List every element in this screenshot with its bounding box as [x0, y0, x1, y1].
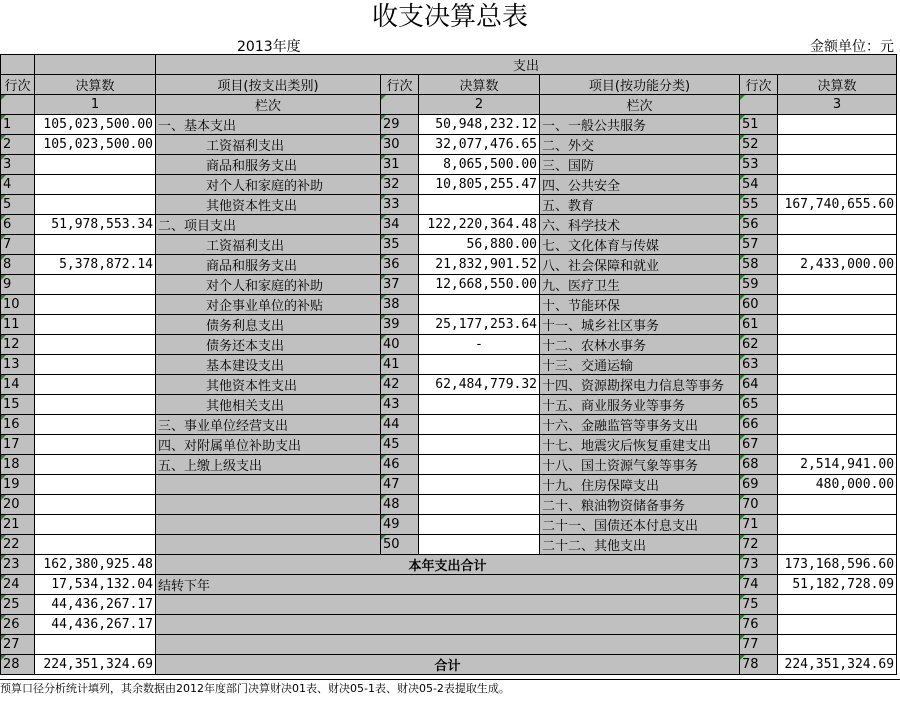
- row-number: 10: [1, 295, 35, 315]
- amount-cell: [778, 415, 897, 435]
- type-item: 工资福利支出: [156, 135, 381, 155]
- row-number: 23: [1, 555, 35, 575]
- row-number: 1: [1, 115, 35, 135]
- function-item: 二、外交: [540, 135, 740, 155]
- row-number: 6: [1, 215, 35, 235]
- amount-cell: [419, 455, 540, 475]
- amount-cell: [778, 595, 897, 615]
- row-number: 57: [740, 235, 778, 255]
- row-number: 44: [381, 415, 419, 435]
- row-number: 53: [740, 155, 778, 175]
- table-row: [1, 515, 897, 535]
- amount-cell: [778, 495, 897, 515]
- function-item: 九、医疗卫生: [540, 275, 740, 295]
- amount-cell: [778, 615, 897, 635]
- amount-cell: 122,220,364.48: [419, 215, 540, 235]
- amount-cell: 50,948,232.12: [419, 115, 540, 135]
- function-item: 十七、地震灾后恢复重建支出: [540, 435, 740, 455]
- row-number: 47: [381, 475, 419, 495]
- row-number: 14: [1, 375, 35, 395]
- row-number: 20: [1, 495, 35, 515]
- type-item: 商品和服务支出: [156, 255, 381, 275]
- header-by-function: 项目(按功能分类): [540, 75, 740, 95]
- amount-cell: 10,805,255.47: [419, 175, 540, 195]
- type-item: 对企事业单位的补贴: [156, 295, 381, 315]
- amount-cell: [35, 475, 156, 495]
- table-row: [1, 235, 897, 255]
- function-item: 十六、金融监管等事务支出: [540, 415, 740, 435]
- header-col3: 3: [778, 95, 897, 115]
- table-row: [1, 275, 897, 295]
- summary-row: [1, 655, 897, 675]
- header-blank: [1, 55, 35, 75]
- amount-cell: [419, 195, 540, 215]
- amount-cell: [35, 635, 156, 655]
- row-number: 42: [381, 375, 419, 395]
- type-item: 其他相关支出: [156, 395, 381, 415]
- row-number: 41: [381, 355, 419, 375]
- amount-cell: 224,351,324.69: [778, 655, 897, 675]
- summary-row: [1, 555, 897, 575]
- type-item: [156, 535, 381, 555]
- row-number: 58: [740, 255, 778, 275]
- type-item: 其他资本性支出: [156, 375, 381, 395]
- row-number: 64: [740, 375, 778, 395]
- amount-cell: [419, 355, 540, 375]
- row-number: 26: [1, 615, 35, 635]
- amount-cell: [778, 275, 897, 295]
- amount-cell: [419, 515, 540, 535]
- amount-cell: 8,065,500.00: [419, 155, 540, 175]
- type-item: 对个人和家庭的补助: [156, 275, 381, 295]
- year-label: 2013年度: [237, 39, 301, 55]
- row-number: 17: [1, 435, 35, 455]
- table-row: [1, 215, 897, 235]
- row-number: 52: [740, 135, 778, 155]
- function-item: 十、节能环保: [540, 295, 740, 315]
- table-row: [1, 475, 897, 495]
- amount-cell: [419, 475, 540, 495]
- row-number: 71: [740, 515, 778, 535]
- row-number: 78: [740, 655, 778, 675]
- row-number: 38: [381, 295, 419, 315]
- function-item: 三、国防: [540, 155, 740, 175]
- row-number: 70: [740, 495, 778, 515]
- row-number: 56: [740, 215, 778, 235]
- amount-cell: [35, 455, 156, 475]
- header-amount: 决算数: [419, 75, 540, 95]
- row-number: 7: [1, 235, 35, 255]
- amount-cell: 105,023,500.00: [35, 135, 156, 155]
- row-number: 68: [740, 455, 778, 475]
- amount-cell: 2,514,941.00: [778, 455, 897, 475]
- row-number: 31: [381, 155, 419, 175]
- type-item: 二、项目支出: [156, 215, 381, 235]
- row-number: 15: [1, 395, 35, 415]
- amount-cell: 25,177,253.64: [419, 315, 540, 335]
- amount-cell: [35, 195, 156, 215]
- row-number: 63: [740, 355, 778, 375]
- amount-cell: [778, 335, 897, 355]
- row-number: 2: [1, 135, 35, 155]
- table-row: [1, 435, 897, 455]
- function-item: 十四、资源勘探电力信息等事务: [540, 375, 740, 395]
- amount-cell: [35, 435, 156, 455]
- summary-row: [1, 615, 897, 635]
- row-number: 61: [740, 315, 778, 335]
- amount-cell: 5,378,872.14: [35, 255, 156, 275]
- amount-cell: [35, 355, 156, 375]
- type-item: 五、上缴上级支出: [156, 455, 381, 475]
- amount-cell: 105,023,500.00: [35, 115, 156, 135]
- amount-cell: [35, 335, 156, 355]
- row-number: 59: [740, 275, 778, 295]
- type-item: [156, 495, 381, 515]
- header-blank: [1, 95, 35, 115]
- type-item: 商品和服务支出: [156, 155, 381, 175]
- table-row: [1, 255, 897, 275]
- table-row: [1, 495, 897, 515]
- table-row: [1, 355, 897, 375]
- amount-cell: [778, 295, 897, 315]
- amount-cell: [778, 635, 897, 655]
- summary-label: 合计: [156, 655, 740, 675]
- amount-cell: [778, 155, 897, 175]
- function-item: 六、科学技术: [540, 215, 740, 235]
- unit-label: 金额单位：元: [810, 39, 894, 55]
- amount-cell: [419, 535, 540, 555]
- row-number: 46: [381, 455, 419, 475]
- summary-label: [156, 615, 740, 635]
- amount-cell: [778, 115, 897, 135]
- row-number: 72: [740, 535, 778, 555]
- amount-cell: -: [419, 335, 540, 355]
- row-number: 76: [740, 615, 778, 635]
- table-row: [1, 155, 897, 175]
- row-number: 73: [740, 555, 778, 575]
- header-amount: 决算数: [778, 75, 897, 95]
- amount-cell: 51,978,553.34: [35, 215, 156, 235]
- row-number: 66: [740, 415, 778, 435]
- amount-cell: 62,484,779.32: [419, 375, 540, 395]
- amount-cell: 480,000.00: [778, 475, 897, 495]
- table-row: [1, 455, 897, 475]
- footer-note: 预算口径分析统计填列，其余数据由2012年度部门决算财决01表、财决05-1表、财决05-2表提取生成。: [0, 679, 900, 700]
- function-item: 十三、交通运输: [540, 355, 740, 375]
- amount-cell: [778, 515, 897, 535]
- row-number: 60: [740, 295, 778, 315]
- row-number: 25: [1, 595, 35, 615]
- table-row: [1, 395, 897, 415]
- row-number: 24: [1, 575, 35, 595]
- row-number: 21: [1, 515, 35, 535]
- budget-table: [0, 54, 897, 675]
- amount-cell: [778, 315, 897, 335]
- row-number: 69: [740, 475, 778, 495]
- row-number: 36: [381, 255, 419, 275]
- function-item: 二十二、其他支出: [540, 535, 740, 555]
- function-item: 八、社会保障和就业: [540, 255, 740, 275]
- row-number: 4: [1, 175, 35, 195]
- row-number: 27: [1, 635, 35, 655]
- amount-cell: [778, 235, 897, 255]
- row-number: 37: [381, 275, 419, 295]
- page-title: 收支决算总表: [371, 2, 528, 32]
- function-item: 十九、住房保障支出: [540, 475, 740, 495]
- row-number: 55: [740, 195, 778, 215]
- header-row-no: 行次: [381, 75, 419, 95]
- table-row: [1, 115, 897, 135]
- amount-cell: [35, 235, 156, 255]
- type-item: 对个人和家庭的补助: [156, 175, 381, 195]
- header-expense: 支出: [156, 55, 897, 75]
- amount-cell: 224,351,324.69: [35, 655, 156, 675]
- row-number: 30: [381, 135, 419, 155]
- row-number: 40: [381, 335, 419, 355]
- amount-cell: 51,182,728.09: [778, 575, 897, 595]
- table-row: [1, 315, 897, 335]
- row-number: 29: [381, 115, 419, 135]
- summary-label: [156, 595, 740, 615]
- header-blank: [35, 55, 156, 75]
- function-item: 二十、粮油物资储备事务: [540, 495, 740, 515]
- header-row-no: 行次: [1, 75, 35, 95]
- function-item: 四、公共安全: [540, 175, 740, 195]
- row-number: 28: [1, 655, 35, 675]
- function-item: 二十一、国债还本付息支出: [540, 515, 740, 535]
- amount-cell: [778, 435, 897, 455]
- function-item: 十八、国土资源气象等事务: [540, 455, 740, 475]
- row-number: 51: [740, 115, 778, 135]
- header-col2: 2: [419, 95, 540, 115]
- row-number: 45: [381, 435, 419, 455]
- summary-label: [156, 635, 740, 655]
- table-row: [1, 535, 897, 555]
- type-item: 三、事业单位经营支出: [156, 415, 381, 435]
- row-number: 48: [381, 495, 419, 515]
- amount-cell: [35, 175, 156, 195]
- header-row-no: 行次: [740, 75, 778, 95]
- row-number: 13: [1, 355, 35, 375]
- amount-cell: [35, 415, 156, 435]
- amount-cell: [778, 395, 897, 415]
- function-item: 十二、农林水事务: [540, 335, 740, 355]
- row-number: 22: [1, 535, 35, 555]
- amount-cell: 162,380,925.48: [35, 555, 156, 575]
- type-item: [156, 515, 381, 535]
- row-number: 74: [740, 575, 778, 595]
- table-row: [1, 375, 897, 395]
- amount-cell: 2,433,000.00: [778, 255, 897, 275]
- amount-cell: [419, 395, 540, 415]
- amount-cell: [419, 495, 540, 515]
- type-item: 四、对附属单位补助支出: [156, 435, 381, 455]
- row-number: 33: [381, 195, 419, 215]
- row-number: 11: [1, 315, 35, 335]
- type-item: 其他资本性支出: [156, 195, 381, 215]
- type-item: 债务利息支出: [156, 315, 381, 335]
- row-number: 39: [381, 315, 419, 335]
- amount-cell: [778, 135, 897, 155]
- function-item: 一、一般公共服务: [540, 115, 740, 135]
- row-number: 54: [740, 175, 778, 195]
- amount-cell: [35, 275, 156, 295]
- amount-cell: 56,880.00: [419, 235, 540, 255]
- row-number: 35: [381, 235, 419, 255]
- table-row: [1, 135, 897, 155]
- row-number: 75: [740, 595, 778, 615]
- summary-label: 本年支出合计: [156, 555, 740, 575]
- amount-cell: 21,832,901.52: [419, 255, 540, 275]
- amount-cell: [778, 535, 897, 555]
- amount-cell: [419, 415, 540, 435]
- amount-cell: 173,168,596.60: [778, 555, 897, 575]
- table-row: [1, 195, 897, 215]
- row-number: 67: [740, 435, 778, 455]
- row-number: 43: [381, 395, 419, 415]
- amount-cell: [419, 295, 540, 315]
- function-item: 十一、城乡社区事务: [540, 315, 740, 335]
- amount-cell: [35, 535, 156, 555]
- amount-cell: [35, 375, 156, 395]
- row-number: 16: [1, 415, 35, 435]
- header-lanci: 栏次: [540, 95, 740, 115]
- row-number: 65: [740, 395, 778, 415]
- amount-cell: [778, 375, 897, 395]
- function-item: 七、文化体育与传媒: [540, 235, 740, 255]
- row-number: 32: [381, 175, 419, 195]
- amount-cell: [35, 395, 156, 415]
- type-item: 债务还本支出: [156, 335, 381, 355]
- row-number: 9: [1, 275, 35, 295]
- row-number: 34: [381, 215, 419, 235]
- header-blank: [740, 95, 778, 115]
- amount-cell: 44,436,267.17: [35, 615, 156, 635]
- row-number: 18: [1, 455, 35, 475]
- row-number: 8: [1, 255, 35, 275]
- summary-row: [1, 575, 897, 595]
- header-blank: [381, 95, 419, 115]
- amount-cell: [419, 435, 540, 455]
- amount-cell: [35, 495, 156, 515]
- table-row: [1, 175, 897, 195]
- amount-cell: [778, 215, 897, 235]
- header-by-type: 项目(按支出类别): [156, 75, 381, 95]
- amount-cell: [778, 355, 897, 375]
- summary-row: [1, 595, 897, 615]
- summary-label: 结转下年: [156, 575, 740, 595]
- row-number: 62: [740, 335, 778, 355]
- amount-cell: 17,534,132.04: [35, 575, 156, 595]
- row-number: 5: [1, 195, 35, 215]
- amount-cell: [35, 315, 156, 335]
- amount-cell: 167,740,655.60: [778, 195, 897, 215]
- row-number: 77: [740, 635, 778, 655]
- amount-cell: [35, 295, 156, 315]
- amount-cell: 12,668,550.00: [419, 275, 540, 295]
- type-item: 工资福利支出: [156, 235, 381, 255]
- table-row: [1, 335, 897, 355]
- header-col1: 1: [35, 95, 156, 115]
- amount-cell: 44,436,267.17: [35, 595, 156, 615]
- row-number: 12: [1, 335, 35, 355]
- row-number: 50: [381, 535, 419, 555]
- type-item: 基本建设支出: [156, 355, 381, 375]
- header-lanci: 栏次: [156, 95, 381, 115]
- amount-cell: [35, 155, 156, 175]
- type-item: 一、基本支出: [156, 115, 381, 135]
- subheader: [0, 34, 900, 54]
- header-amount: 决算数: [35, 75, 156, 95]
- summary-row: [1, 635, 897, 655]
- amount-cell: [778, 175, 897, 195]
- row-number: 49: [381, 515, 419, 535]
- amount-cell: [35, 515, 156, 535]
- table-row: [1, 415, 897, 435]
- function-item: 十五、商业服务业等事务: [540, 395, 740, 415]
- row-number: 19: [1, 475, 35, 495]
- type-item: [156, 475, 381, 495]
- row-number: 3: [1, 155, 35, 175]
- function-item: 五、教育: [540, 195, 740, 215]
- table-row: [1, 295, 897, 315]
- amount-cell: 32,077,476.65: [419, 135, 540, 155]
